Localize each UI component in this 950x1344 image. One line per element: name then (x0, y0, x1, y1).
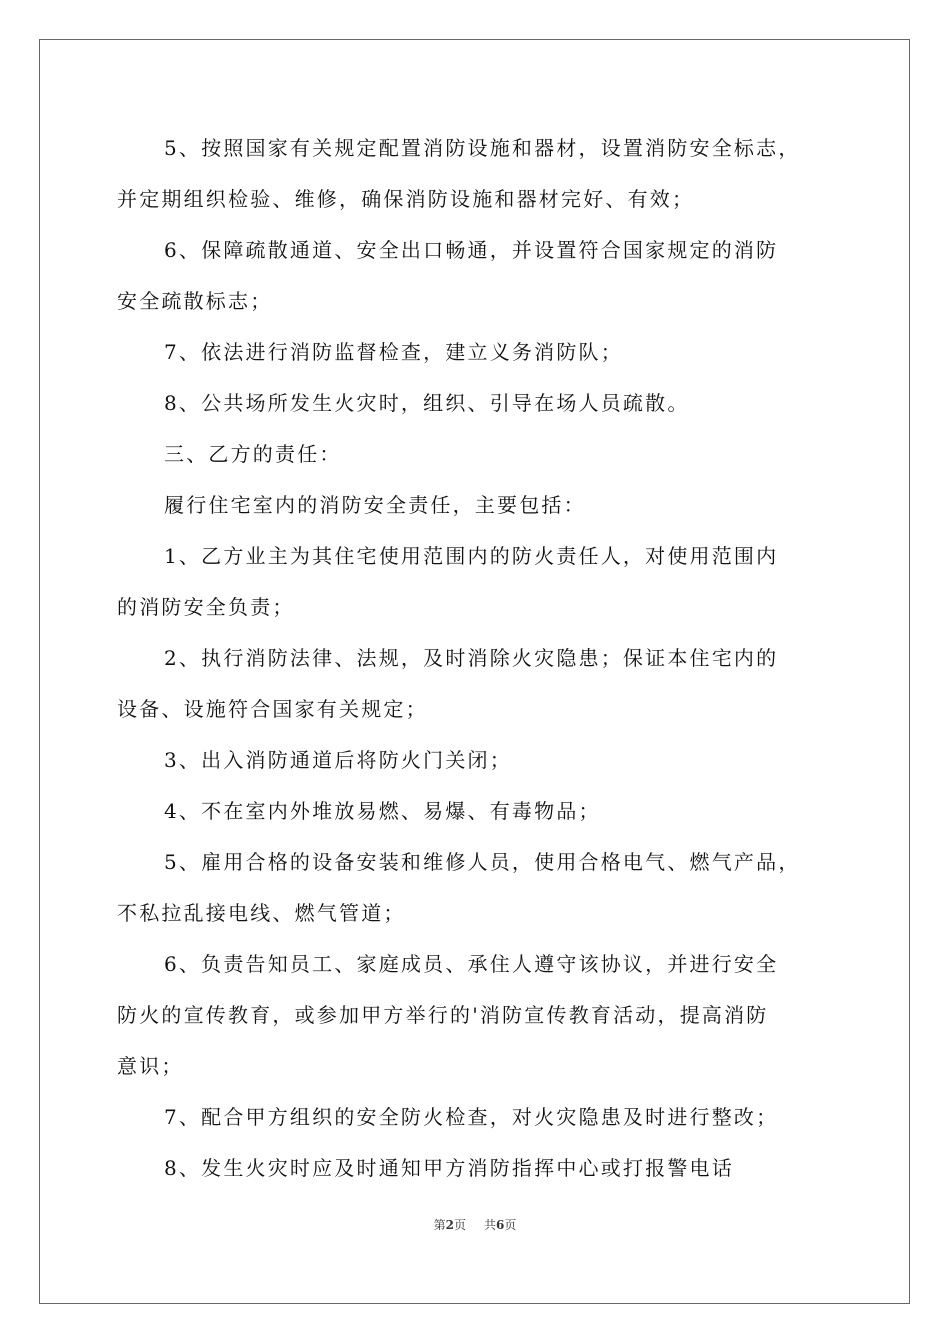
total-pages: 6 (496, 1218, 505, 1232)
total-label-suffix: 页 (504, 1218, 517, 1232)
section-heading: 三、乙方的责任： (164, 442, 342, 466)
paragraph-line: 8、公共场所发生火灾时，组织、引导在场人员疏散。 (164, 391, 690, 415)
paragraph-line: 7、配合甲方组织的安全防火检查，对火灾隐患及时进行整改； (164, 1105, 779, 1129)
paragraph-line: 并定期组织检验、维修，确保消防设施和器材完好、有效； (117, 187, 695, 211)
paragraph-line: 防火的宣传教育，或参加甲方举行的'消防宣传教育活动，提高消防 (117, 1003, 769, 1027)
paragraph-line: 1、乙方业主为其住宅使用范围内的防火责任人，对使用范围内 (164, 544, 779, 568)
paragraph-line: 不私拉乱接电线、燃气管道； (117, 901, 406, 925)
paragraph-line: 4、不在室内外堆放易燃、易爆、有毒物品； (164, 799, 601, 823)
paragraph-line: 设备、设施符合国家有关规定； (117, 697, 428, 721)
paragraph-line: 7、依法进行消防监督检查，建立义务消防队； (164, 340, 623, 364)
page-footer (0, 1216, 950, 1233)
document-body (117, 123, 839, 1194)
paragraph-line: 5、雇用合格的设备安装和维修人员，使用合格电气、燃气产品， (164, 850, 801, 874)
page-number: 2 (445, 1218, 454, 1232)
paragraph-line: 6、负责告知员工、家庭成员、承住人遵守该协议，并进行安全 (164, 952, 779, 976)
paragraph-line: 2、执行消防法律、法规，及时消除火灾隐患；保证本住宅内的 (164, 646, 779, 670)
paragraph-line: 安全疏散标志； (117, 289, 273, 313)
paragraph-line: 的消防安全负责； (117, 595, 295, 619)
paragraph-line: 履行住宅室内的消防安全责任，主要包括： (164, 493, 586, 517)
paragraph-line: 3、出入消防通道后将防火门关闭； (164, 748, 512, 772)
page-label-suffix: 页 (453, 1218, 466, 1232)
paragraph-line: 5、按照国家有关规定配置消防设施和器材，设置消防安全标志， (164, 136, 801, 160)
page-label-prefix: 第 (433, 1218, 446, 1232)
total-label-prefix: 共 (484, 1218, 497, 1232)
paragraph-line: 8、发生火灾时应及时通知甲方消防指挥中心或打报警电话 (164, 1156, 734, 1180)
paragraph-line: 6、保障疏散通道、安全出口畅通，并设置符合国家规定的消防 (164, 238, 779, 262)
paragraph-line: 意识； (117, 1054, 184, 1078)
